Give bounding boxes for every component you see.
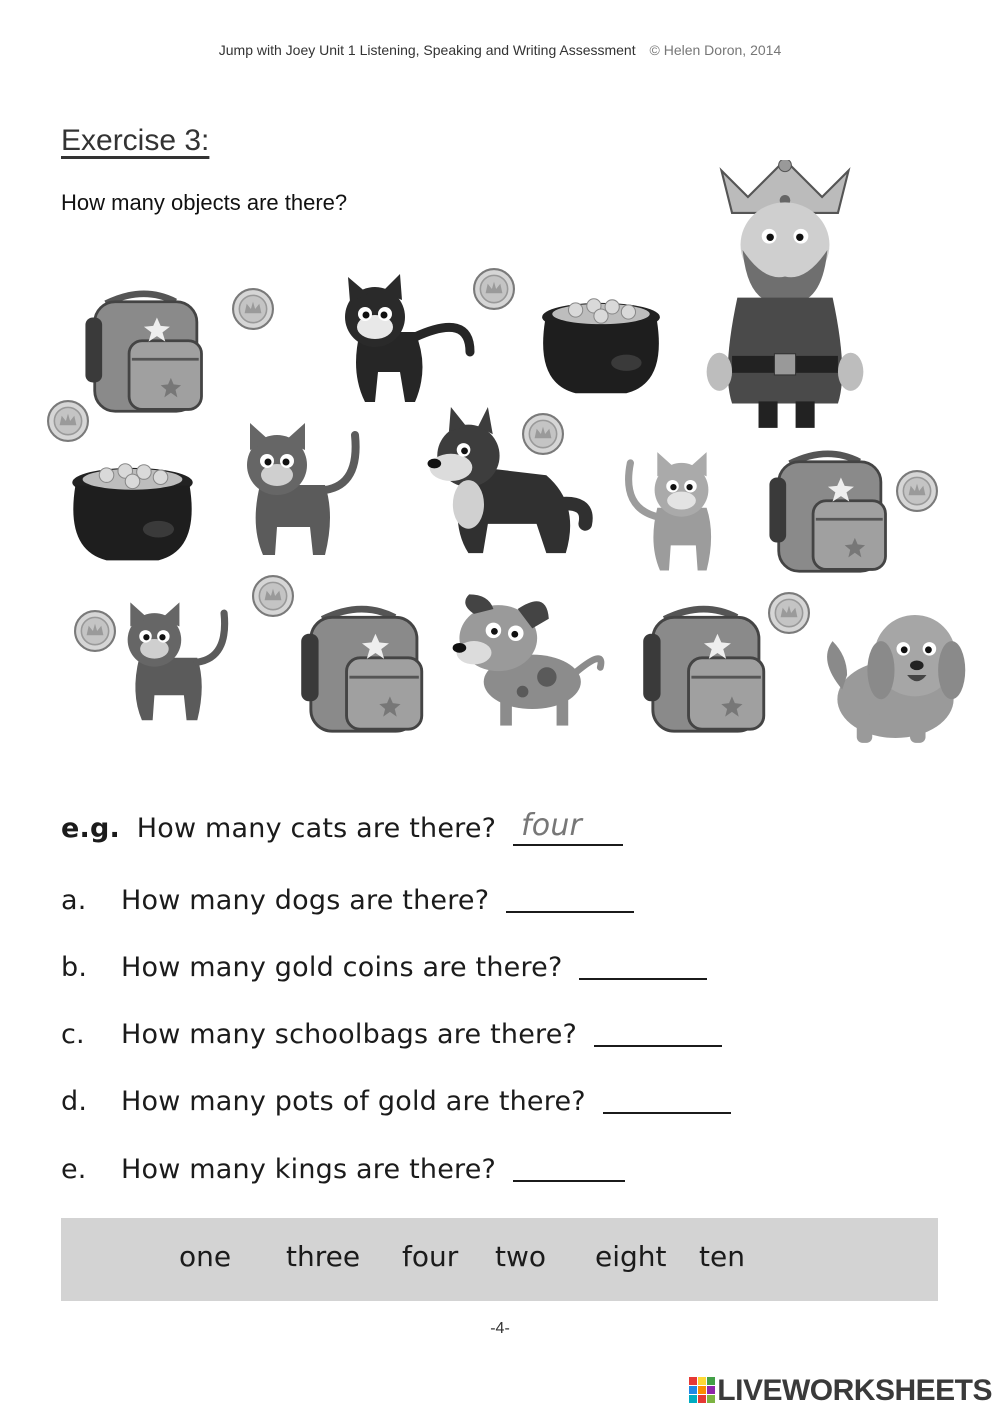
question-a <box>61 877 634 916</box>
question-c <box>61 1011 722 1050</box>
schoolbag-4 <box>628 600 778 735</box>
exercise-instruction: How many objects are there? <box>61 190 348 215</box>
answer-blank-c[interactable] <box>594 1015 722 1047</box>
coin-4 <box>522 413 564 455</box>
example-question <box>61 810 623 844</box>
header-copyright: © Helen Doron, 2014 <box>649 42 782 58</box>
example-label: e.g. <box>61 813 120 844</box>
question-text: How many kings are there? <box>121 1154 497 1185</box>
answer-blank-d[interactable] <box>603 1082 731 1114</box>
schoolbag-1 <box>68 285 218 415</box>
question-text: How many gold coins are there? <box>121 952 563 983</box>
question-label: c. <box>61 1019 85 1050</box>
coin-1 <box>232 288 274 330</box>
page-number: -4- <box>490 1320 510 1337</box>
word-bank-item[interactable]: eight <box>595 1240 667 1273</box>
word-bank-item[interactable]: ten <box>699 1240 745 1273</box>
king <box>700 160 870 430</box>
pot-of-gold-1 <box>535 290 667 400</box>
cat-4 <box>108 575 233 745</box>
page-header <box>0 42 1000 58</box>
coin-5 <box>896 470 938 512</box>
brand-text: LIVEWORKSHEETS <box>717 1374 992 1407</box>
question-label: e. <box>61 1154 87 1185</box>
question-text: How many dogs are there? <box>121 885 490 916</box>
cat-3 <box>606 445 731 575</box>
answer-blank-e[interactable] <box>513 1150 625 1182</box>
question-text: How many schoolbags are there? <box>121 1019 578 1050</box>
word-bank-item[interactable]: three <box>286 1240 361 1273</box>
example-answer: four <box>521 808 583 843</box>
question-b <box>61 944 707 983</box>
example-text: How many cats are there? <box>136 813 497 844</box>
header-title: Jump with Joey Unit 1 Listening, Speaking and Writing Assessment <box>218 42 636 58</box>
word-bank-item[interactable]: four <box>402 1240 459 1273</box>
exercise-title: Exercise 3: <box>61 124 210 157</box>
question-label: d. <box>61 1086 88 1117</box>
question-e <box>61 1146 625 1185</box>
dog-1 <box>410 400 595 565</box>
question-label: b. <box>61 952 88 983</box>
liveworksheets-logo <box>689 1374 992 1408</box>
schoolbag-3 <box>286 600 436 735</box>
question-label: a. <box>61 885 87 916</box>
example-answer-blank <box>513 808 623 846</box>
pot-of-gold-2 <box>65 455 200 567</box>
question-d <box>61 1078 731 1117</box>
word-bank <box>61 1218 938 1301</box>
answer-blank-a[interactable] <box>506 881 634 913</box>
dog-2 <box>440 585 610 735</box>
question-text: How many pots of gold are there? <box>121 1086 586 1117</box>
coin-3 <box>47 400 89 442</box>
word-bank-item[interactable]: one <box>179 1240 232 1273</box>
schoolbag-2 <box>752 445 902 575</box>
coin-8 <box>768 592 810 634</box>
coin-2 <box>473 268 515 310</box>
cat-2 <box>220 415 370 560</box>
cat-1 <box>305 272 490 407</box>
word-bank-item[interactable]: two <box>495 1240 547 1273</box>
dog-3 <box>818 595 973 755</box>
answer-blank-b[interactable] <box>579 948 707 980</box>
liveworksheets-grid-icon <box>689 1377 715 1403</box>
